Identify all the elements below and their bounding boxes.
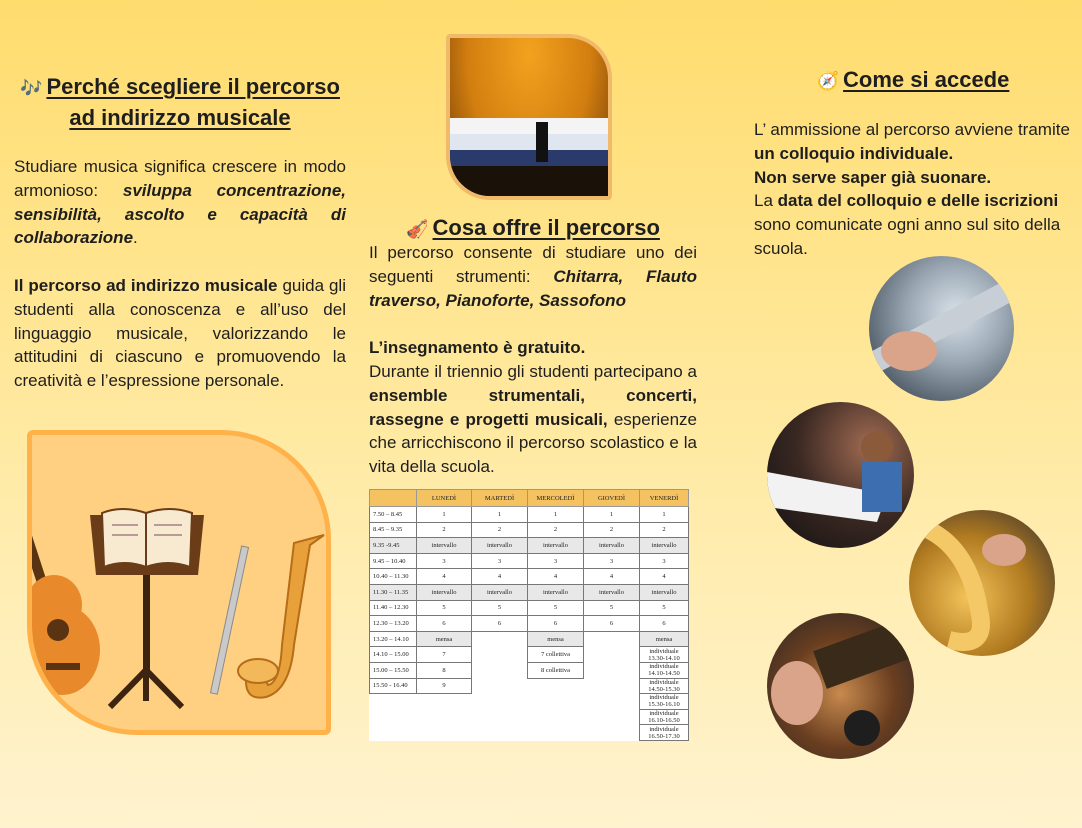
table-cell: 6 [528, 616, 584, 632]
right-l3-pre: La [754, 191, 778, 211]
right-l1-bold: un colloquio individuale. [754, 143, 954, 163]
table-cell: 5 [417, 600, 472, 616]
table-row [370, 662, 689, 678]
table-cell: 9 [417, 678, 472, 694]
flute-photo [869, 256, 1014, 401]
table-cell [417, 694, 472, 710]
left-section-text [14, 155, 346, 393]
guitar-photo-drawing [767, 613, 914, 759]
piano-photo [767, 402, 914, 548]
table-row [370, 584, 689, 600]
table-cell: intervallo [472, 538, 528, 554]
middle-section-title [369, 213, 697, 244]
table-cell [417, 709, 472, 725]
right-line-1 [754, 118, 1072, 166]
table-cell: 4 [417, 569, 472, 585]
violin-icon: 🎻 [406, 219, 429, 240]
left-section-title [14, 72, 346, 132]
table-cell: individuale 15.30-16.10 [640, 694, 689, 710]
table-row [370, 678, 689, 694]
table-cell: 8 collettiva [528, 662, 584, 678]
table-cell: 1 [417, 507, 472, 523]
table-cell [528, 725, 584, 741]
right-title-text: Come si accede [843, 67, 1010, 92]
table-cell: individuale 14.50-15.30 [640, 678, 689, 694]
time-slot: 14.10 – 15.00 [370, 647, 417, 663]
right-line-3 [754, 189, 1072, 260]
table-row [370, 616, 689, 632]
time-slot: 10.40 – 11.30 [370, 569, 417, 585]
table-cell: 6 [417, 616, 472, 632]
weekly-schedule-table [369, 489, 689, 741]
table-cell: 1 [584, 507, 640, 523]
time-slot: 11.40 – 12.30 [370, 600, 417, 616]
table-cell: 5 [528, 600, 584, 616]
table-cell: 6 [584, 616, 640, 632]
table-cell: 1 [640, 507, 689, 523]
table-row [370, 553, 689, 569]
time-slot: 11.30 – 11.35 [370, 584, 417, 600]
instruments-drawing [32, 435, 326, 730]
free-tuition-line [369, 336, 697, 360]
time-slot: 8.45 – 9.35 [370, 522, 417, 538]
table-cell [584, 709, 640, 725]
right-line-2 [754, 166, 1072, 190]
table-cell: intervallo [584, 538, 640, 554]
music-notes-icon: 🎶 [20, 78, 43, 99]
table-cell [528, 709, 584, 725]
table-cell: intervallo [472, 584, 528, 600]
table-cell [472, 678, 528, 694]
table-cell: intervallo [640, 584, 689, 600]
table-cell [472, 631, 528, 647]
table-cell: 3 [640, 553, 689, 569]
table-cell: 6 [640, 616, 689, 632]
left-p1-text: Studiare musica significa crescere in modo armonioso: [14, 157, 346, 200]
left-p2-text: guida gli studenti alla conoscenza e all’uso del linguaggio musicale, valorizzando le attitudini di ciascuno e promuovendo la creatività e l’espressione personale. [14, 275, 346, 391]
table-cell [472, 694, 528, 710]
table-header-time [370, 490, 417, 507]
table-cell [584, 662, 640, 678]
table-cell: intervallo [528, 584, 584, 600]
piano-photo-drawing [767, 402, 914, 548]
time-slot: 15.00 – 15.50 [370, 662, 417, 678]
table-cell: intervallo [417, 584, 472, 600]
table-row [370, 507, 689, 523]
right-l3-bold: data del colloquio e delle iscrizioni [777, 191, 1059, 211]
table-cell: 3 [584, 553, 640, 569]
table-cell: 2 [640, 522, 689, 538]
left-title-text: Perché scegliere il percorso ad indirizzo musicale [46, 74, 340, 130]
table-cell: 4 [472, 569, 528, 585]
table-cell: 8 [417, 662, 472, 678]
instruments-list: Chitarra, Flauto traverso, Pianoforte, Sassofono [369, 266, 698, 310]
right-section-text [754, 118, 1072, 261]
table-cell: individuale 13.30-14.10 [640, 647, 689, 663]
left-p1-bold: sviluppa concentrazione, sensibilità, ascolto e capacità di collaborazione [14, 180, 346, 248]
time-slot: 12.30 – 13.20 [370, 616, 417, 632]
table-header-day: VENERDÌ [640, 490, 689, 507]
left-p2-bold: Il percorso ad indirizzo musicale [14, 275, 278, 295]
table-cell [472, 662, 528, 678]
middle-p3-post: esperienze che arricchiscono il percorso scolastico e la vita della scuola. [369, 409, 697, 477]
table-cell: mensa [640, 631, 689, 647]
guitar-photo [767, 613, 914, 759]
table-cell: 2 [528, 522, 584, 538]
table-cell: individuale 14.10-14.50 [640, 662, 689, 678]
saxophone-icon [238, 535, 324, 698]
table-cell [417, 725, 472, 741]
left-paragraph-1 [14, 155, 346, 250]
table-cell [472, 709, 528, 725]
table-cell: 5 [584, 600, 640, 616]
table-cell: 6 [472, 616, 528, 632]
saxophone-photo [909, 510, 1055, 656]
table-cell: individuale 16.50-17.30 [640, 725, 689, 741]
spacer [14, 250, 346, 274]
table-header-day: MARTEDÌ [472, 490, 528, 507]
table-cell [472, 647, 528, 663]
middle-title-text: Cosa offre il percorso [432, 215, 660, 240]
table-cell: 7 [417, 647, 472, 663]
instruments-illustration [27, 430, 331, 735]
table-cell: intervallo [528, 538, 584, 554]
table-cell [528, 694, 584, 710]
table-cell: 1 [528, 507, 584, 523]
table-header-day: LUNEDÌ [417, 490, 472, 507]
time-slot: 9.35 -9.45 [370, 538, 417, 554]
right-l1-text: L’ ammissione al percorso avviene tramite [754, 120, 1070, 139]
table-cell: 3 [472, 553, 528, 569]
left-paragraph-2 [14, 274, 346, 393]
table-row [370, 631, 689, 647]
free-tuition-text: L’insegnamento è gratuito. [369, 338, 586, 358]
middle-section-text [369, 241, 697, 479]
compass-icon: 🧭 [816, 71, 840, 92]
time-slot: 15.50 - 16.40 [370, 678, 417, 694]
table-cell: 2 [472, 522, 528, 538]
table-cell [584, 725, 640, 741]
spacer [369, 312, 697, 336]
middle-p3-bold: ensemble strumentali, concerti, rassegne e progetti musicali, [369, 385, 697, 429]
time-slot [370, 725, 417, 741]
table-header-row [370, 490, 689, 507]
flute-photo-drawing [869, 256, 1014, 401]
table-row [370, 600, 689, 616]
time-slot [370, 694, 417, 710]
table-cell: 2 [584, 522, 640, 538]
table-cell [528, 678, 584, 694]
table-cell: intervallo [417, 538, 472, 554]
table-header-day: GIOVEDÌ [584, 490, 640, 507]
table-cell: intervallo [584, 584, 640, 600]
table-row [370, 522, 689, 538]
right-l3-post: sono comunicate ogni anno sul sito della scuola. [754, 215, 1061, 258]
table-row [370, 569, 689, 585]
table-cell: 5 [472, 600, 528, 616]
table-row [370, 647, 689, 663]
table-row [370, 538, 689, 554]
right-section-title [754, 65, 1072, 96]
guitar-icon [32, 506, 100, 695]
table-row [370, 694, 689, 710]
middle-paragraph-3 [369, 360, 697, 479]
table-cell: intervallo [640, 538, 689, 554]
time-slot: 9.45 – 10.40 [370, 553, 417, 569]
table-cell: 2 [417, 522, 472, 538]
time-slot: 13.20 – 14.10 [370, 631, 417, 647]
left-p1-post: . [133, 228, 138, 248]
table-cell [584, 647, 640, 663]
table-cell: 4 [528, 569, 584, 585]
table-cell: individuale 16.10-16.50 [640, 709, 689, 725]
time-slot: 7.50 – 8.45 [370, 507, 417, 523]
table-cell: 1 [472, 507, 528, 523]
table-cell [584, 678, 640, 694]
table-cell: mensa [417, 631, 472, 647]
table-cell: 3 [417, 553, 472, 569]
table-cell [584, 631, 640, 647]
concert-choir-photo [446, 34, 612, 200]
middle-paragraph-1 [369, 241, 697, 312]
table-cell: 4 [640, 569, 689, 585]
middle-p1-text: Il percorso consente di studiare uno dei seguenti strumenti: [369, 243, 697, 286]
table-cell: 7 collettiva [528, 647, 584, 663]
saxophone-photo-drawing [909, 510, 1055, 656]
table-row [370, 725, 689, 741]
table-header-day: MERCOLEDÌ [528, 490, 584, 507]
table-cell: 3 [528, 553, 584, 569]
table-cell [472, 725, 528, 741]
time-slot [370, 709, 417, 725]
right-l2-bold: Non serve saper già suonare. [754, 167, 992, 187]
table-cell [584, 694, 640, 710]
table-cell: 5 [640, 600, 689, 616]
middle-p3-text: Durante il triennio gli studenti partecipano a [369, 361, 697, 381]
table-row [370, 709, 689, 725]
table-cell: mensa [528, 631, 584, 647]
music-stand-icon [90, 509, 204, 707]
table-cell: 4 [584, 569, 640, 585]
concert-choir-drawing [450, 38, 608, 196]
